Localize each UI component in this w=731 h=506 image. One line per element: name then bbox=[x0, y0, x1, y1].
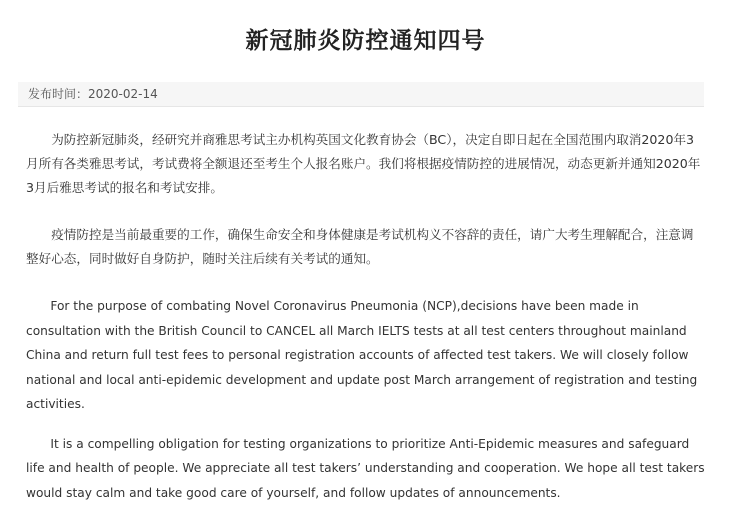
publish-info bbox=[28, 85, 158, 102]
page-title: 新冠肺炎防控通知四号 bbox=[245, 28, 486, 54]
paragraph-cn-2: 疫情防控是当前最重要的工作，确保生命安全和身体健康是考试机构义不容辞的责任，请广大考生理解配合，注意调整好心态，同时做好自身防护，随时关注后续有关考试的通知。 bbox=[26, 227, 694, 266]
publish-info-bar bbox=[18, 82, 704, 107]
article-body bbox=[26, 128, 706, 505]
paragraph-en-2: It is a compelling obligation for testing organizations to prioritize Anti-Epidemic measures and safeguard life and health of people. We appreciate all test takers’ understanding and cooperation. We hope all test takers would stay calm and take good care of yourself, and follow updates of announcements. bbox=[26, 436, 705, 500]
paragraph-en-1: For the purpose of combating Novel Coronavirus Pneumonia (NCP),decisions have been made in consultation with the British Council to CANCEL all March IELTS tests at all test centers throughout mainland China and return full test fees to personal registration accounts of affected test takers. We will closely follow national and local anti-epidemic development and update post March arrangement of registration and testing activities. bbox=[26, 299, 698, 411]
publish-label: 发布时间： bbox=[28, 87, 89, 101]
paragraph-cn-1: 为防控新冠肺炎，经研究并商雅思考试主办机构英国文化教育协会（BC），决定自即日起在全国范围内取消2020年3月所有各类雅思考试，考试费将全额退还至考生个人报名账户。我们将根据疫情防控的进展情况，动态更新并通知2020年3月后雅思考试的报名和考试安排。 bbox=[26, 132, 701, 195]
publish-date: 2020-02-14 bbox=[88, 87, 158, 101]
